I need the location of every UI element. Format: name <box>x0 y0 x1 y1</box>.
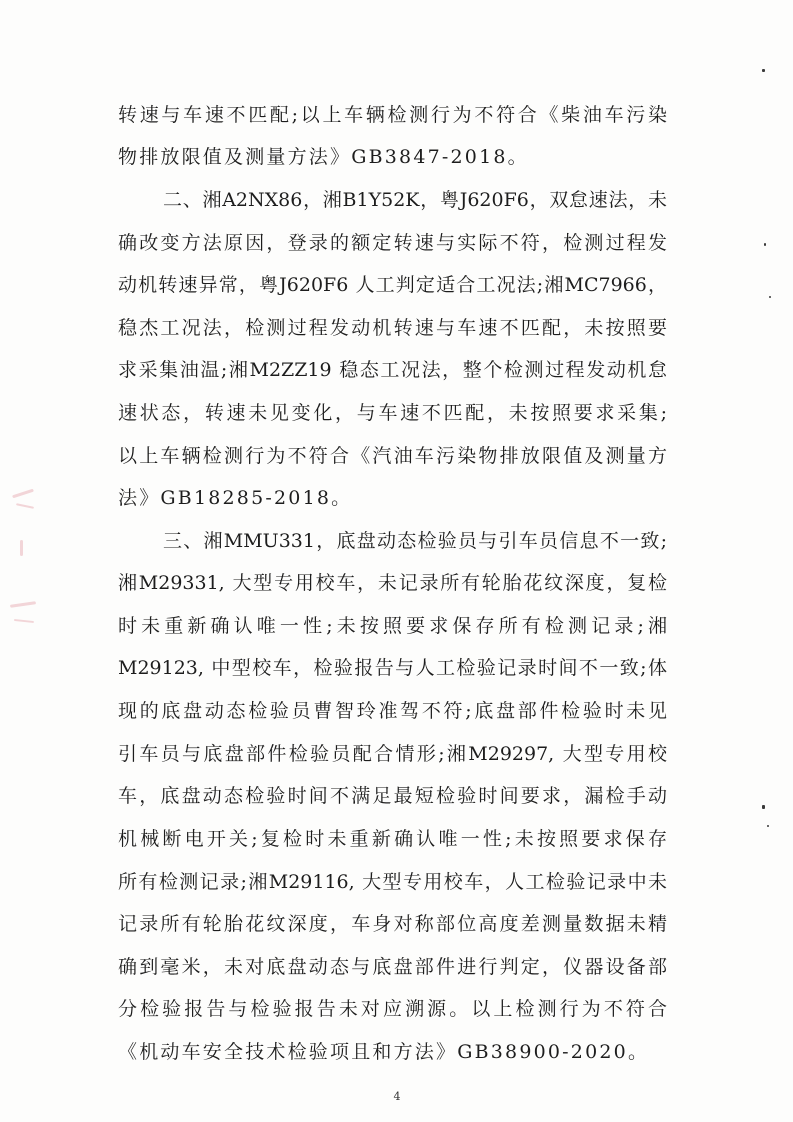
text-line: 记录所有轮胎花纹深度，车身对称部位高度差测量数据未精 <box>118 913 667 935</box>
text-line: 引车员与底盘部件检验员配合情形;湘M29297, 大型专用校 <box>118 743 667 765</box>
text-line: 物排放限值及测量方法》GB3847-2018。 <box>118 146 529 168</box>
text-line: 机械断电开关;复检时未重新确认唯一性;未按照要求保存 <box>118 828 667 850</box>
text-line: 分检验报告与检验报告未对应溯源。以上检测行为不符合 <box>118 998 667 1020</box>
page-number: 4 <box>393 1090 401 1103</box>
stamp-bleed-mark <box>10 601 36 608</box>
text-line: 车，底盘动态检验时间不满足最短检验时间要求，漏检手动 <box>118 785 667 807</box>
text-line: 湘M29331, 大型专用校车，未记录所有轮胎花纹深度，复检 <box>118 572 667 594</box>
paragraph-start-line: 二、湘A2NX86，湘B1Y52K，粤J620F6，双怠速法，未 <box>163 189 667 211</box>
stamp-bleed-mark <box>14 619 34 623</box>
stamp-bleed-mark <box>20 540 23 556</box>
text-line: 确到毫米，未对底盘动态与底盘部件进行判定，仪器设备部 <box>118 956 667 978</box>
text-line: 所有检测记录;湘M29116, 大型专用校车，人工检验记录中未 <box>118 871 667 893</box>
text-line: 时未重新确认唯一性;未按照要求保存所有检测记录;湘 <box>118 615 667 637</box>
text-line: 确改变方法原因，登录的额定转速与实际不符，检测过程发 <box>118 232 667 254</box>
paragraph-start-line: 三、湘MMU331，底盘动态检验员与引车员信息不一致; <box>163 530 667 552</box>
text-line: 法》GB18285-2018。 <box>118 487 353 509</box>
text-line: M29123, 中型校车，检验报告与人工检验记录时间不一致;体 <box>118 657 667 679</box>
scan-speck <box>767 825 769 827</box>
text-line: 以上车辆检测行为不符合《汽油车污染物排放限值及测量方 <box>118 445 667 467</box>
text-line: 《机动车安全技术检验项且和方法》GB38900-2020。 <box>118 1041 650 1063</box>
scan-speck <box>762 69 765 72</box>
scan-speck <box>762 805 765 809</box>
text-line: 转速与车速不匹配;以上车辆检测行为不符合《柴油车污染 <box>118 104 667 126</box>
text-line: 现的底盘动态检验员曹智玲准驾不符;底盘部件检验时未见 <box>118 700 667 722</box>
stamp-bleed-mark <box>12 489 34 499</box>
text-line: 速状态，转速未见变化，与车速不匹配，未按照要求采集; <box>118 402 667 424</box>
scan-speck <box>769 296 771 298</box>
text-line: 动机转速异常，粤J620F6 人工判定适合工况法;湘MC7966， <box>118 274 667 296</box>
text-line: 稳杰工况法，检测过程发动机转速与车速不匹配，未按照要 <box>118 317 667 339</box>
stamp-bleed-mark <box>16 503 34 509</box>
scan-speck <box>764 243 766 246</box>
text-line: 求采集油温;湘M2ZZ19 稳态工况法，整个检测过程发动机怠 <box>118 359 667 381</box>
